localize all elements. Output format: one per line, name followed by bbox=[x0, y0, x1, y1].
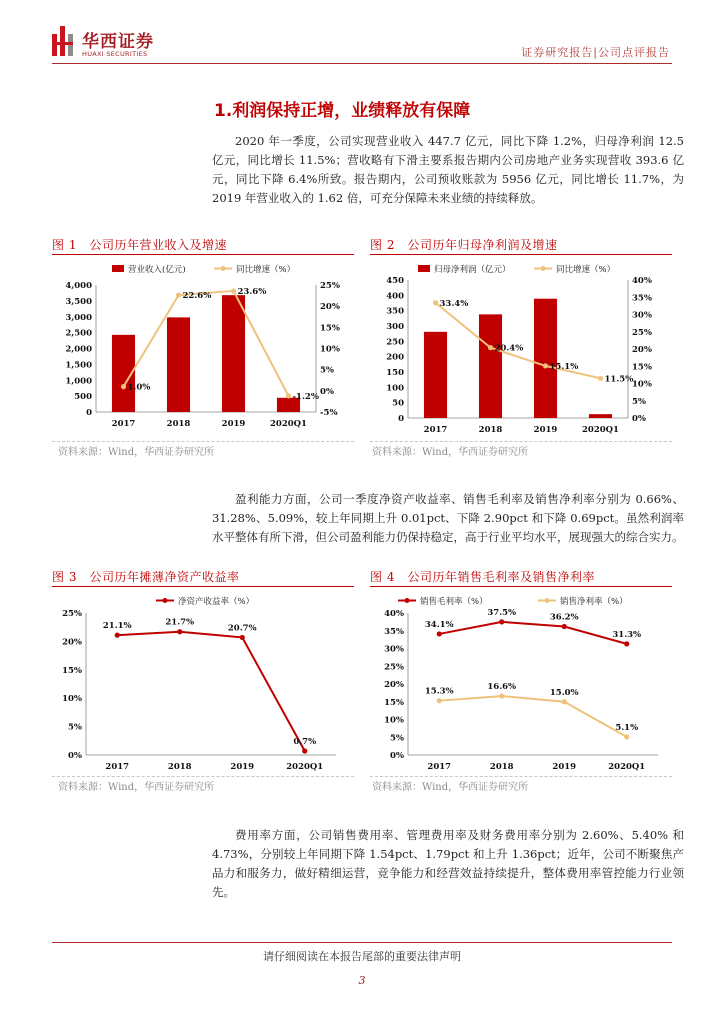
figure-3-title-rule bbox=[52, 586, 354, 587]
series-1-label-2019: 15.0% bbox=[549, 687, 579, 698]
figure-3-title: 图 3 公司历年摊薄净资产收益率 bbox=[52, 570, 240, 584]
series-0-label-2019: 20.7% bbox=[227, 623, 257, 634]
series-0-label-2019: 36.2% bbox=[549, 612, 579, 623]
series-0-label-2018: 37.5% bbox=[487, 607, 517, 618]
y-axis-tick: 40% bbox=[384, 609, 404, 619]
figure-2-chart bbox=[370, 256, 672, 440]
growth-point-2018 bbox=[176, 293, 181, 298]
right-axis-tick: 5% bbox=[632, 396, 646, 407]
x-axis-tick: 2018 bbox=[489, 762, 514, 772]
report-type: 证券研究报告|公司点评报告 bbox=[521, 46, 670, 59]
growth-label-2020Q1: 11.5% bbox=[604, 374, 634, 385]
series-1-label-2020Q1: 5.1% bbox=[615, 722, 639, 733]
left-axis-tick: 3,500 bbox=[65, 296, 92, 307]
legend-swatch-bar bbox=[418, 265, 430, 272]
legend-label-series-0: 销售毛利率（%） bbox=[420, 597, 488, 607]
legend-marker-line bbox=[221, 266, 226, 271]
y-axis-tick: 30% bbox=[384, 644, 404, 655]
x-axis-tick: 2019 bbox=[230, 762, 255, 772]
legend-swatch-bar bbox=[112, 265, 124, 272]
series-line-1 bbox=[439, 696, 627, 737]
right-axis-tick: 15% bbox=[632, 362, 652, 373]
y-axis-tick: 5% bbox=[68, 722, 82, 733]
left-axis-tick: 200 bbox=[386, 352, 404, 363]
right-axis-tick: 10% bbox=[632, 379, 652, 390]
bar-2019 bbox=[534, 299, 557, 418]
growth-point-2017 bbox=[121, 384, 126, 389]
legend-marker-series-0 bbox=[405, 598, 410, 603]
left-axis-tick: 400 bbox=[386, 291, 404, 302]
legend-marker-line bbox=[541, 266, 546, 271]
left-axis-tick: 250 bbox=[386, 337, 404, 348]
y-axis-tick: 10% bbox=[62, 694, 82, 705]
legal-notice: 请仔细阅读在本报告尾部的重要法律声明 bbox=[263, 950, 461, 963]
legend-label-series-1: 销售净利率（%） bbox=[560, 597, 628, 607]
page-number: 3 bbox=[358, 974, 366, 987]
series-1-point-2017 bbox=[437, 698, 442, 703]
left-axis-tick: 3,000 bbox=[65, 312, 92, 323]
y-axis-tick: 25% bbox=[62, 609, 82, 619]
growth-label-2017: 33.4% bbox=[439, 298, 469, 309]
bar-2019 bbox=[222, 295, 245, 412]
figure-3-chart bbox=[52, 588, 354, 774]
logo-english-name: HUAXI SECURITIES bbox=[82, 50, 148, 58]
left-axis-tick: 50 bbox=[392, 398, 404, 409]
x-axis-tick: 2020Q1 bbox=[286, 762, 324, 772]
section-title: 1.利润保持正增，业绩释放有保障 bbox=[214, 101, 471, 121]
series-0-label-2020Q1: 0.7% bbox=[293, 737, 317, 748]
series-0-point-2019 bbox=[240, 635, 245, 640]
right-axis-tick: -5% bbox=[320, 408, 338, 418]
figure-4-source: 资料来源：Wind，华西证券研究所 bbox=[372, 782, 529, 793]
series-line-0 bbox=[439, 622, 627, 644]
bar-2018 bbox=[479, 314, 502, 418]
right-axis-tick: 25% bbox=[320, 281, 340, 291]
bar-2018 bbox=[167, 317, 190, 412]
figure-4-source-rule bbox=[370, 776, 672, 777]
growth-label-2017: 1.0% bbox=[127, 382, 151, 393]
growth-label-2018: 20.4% bbox=[494, 343, 524, 354]
y-axis-tick: 5% bbox=[390, 733, 404, 744]
right-axis-tick: 30% bbox=[632, 310, 652, 321]
paragraph-profitability: 盈利能力方面，公司一季度净资产收益率、销售毛利率及销售净利率分别为 0.66%、31.28%、5.09%，较上年同期上升 0.01pct、下降 2.90pct 和下降 0.69pct。虽然利润率水平整体有所下滑，但公司盈利能力仍保持稳定，高于行业平均水平，展现强大的综合实力。 bbox=[212, 492, 684, 544]
right-axis-tick: 10% bbox=[320, 344, 340, 355]
paragraph-revenue: 2020 年一季度，公司实现营业收入 447.7 亿元，同比下降 1.2%，归母净利润 12.5 亿元，同比增长 11.5%；营收略有下滑主要系报告期内公司房地产业务实现营收 393.6 亿元，同比下降 6.4%所致。报告期内，公司预收账款为 5956 亿元，同比增长 11.7%，为 2019 年营业收入的 1.62 倍，可充分保障未来业绩的持续释放。 bbox=[212, 134, 684, 205]
right-axis-tick: 15% bbox=[320, 323, 340, 334]
left-axis-tick: 300 bbox=[386, 322, 404, 332]
growth-point-2018 bbox=[488, 345, 493, 350]
y-axis-tick: 10% bbox=[384, 715, 404, 726]
right-axis-tick: 20% bbox=[632, 345, 652, 355]
x-axis-tick: 2018 bbox=[478, 425, 503, 435]
right-axis-tick: 5% bbox=[320, 365, 334, 376]
x-axis-tick: 2020Q1 bbox=[608, 762, 646, 772]
legend-label-series-0: 净资产收益率（%） bbox=[178, 597, 255, 607]
figure-1-title: 图 1 公司历年营业收入及增速 bbox=[52, 238, 227, 252]
figure-1-source: 资料来源：Wind，华西证券研究所 bbox=[58, 447, 215, 458]
left-axis-tick: 4,000 bbox=[65, 281, 92, 291]
series-0-point-2017 bbox=[437, 631, 442, 636]
y-axis-tick: 15% bbox=[62, 665, 82, 676]
left-axis-tick: 450 bbox=[386, 276, 404, 286]
legend-label-bar: 归母净利润（亿元） bbox=[434, 265, 511, 275]
x-axis-tick: 2019 bbox=[221, 419, 246, 429]
series-0-label-2020Q1: 31.3% bbox=[612, 629, 642, 640]
bar-2020Q1 bbox=[589, 414, 612, 418]
legend-marker-series-0 bbox=[163, 598, 168, 603]
right-axis-tick: 40% bbox=[632, 276, 652, 286]
legend-marker-series-1 bbox=[545, 598, 550, 603]
y-axis-tick: 35% bbox=[384, 626, 404, 637]
growth-point-2019 bbox=[543, 363, 548, 368]
figure-3-source: 资料来源：Wind，华西证券研究所 bbox=[58, 782, 215, 793]
huaxi-logo-icon bbox=[52, 26, 74, 56]
figure-2-source: 资料来源：Wind，华西证券研究所 bbox=[372, 447, 529, 458]
left-axis-tick: 500 bbox=[74, 392, 92, 403]
left-axis-tick: 1,500 bbox=[65, 360, 92, 371]
series-line-0 bbox=[117, 632, 305, 751]
growth-point-2020Q1 bbox=[286, 393, 291, 398]
series-0-point-2018 bbox=[499, 619, 504, 624]
series-0-point-2020Q1 bbox=[624, 641, 629, 646]
x-axis-tick: 2018 bbox=[167, 762, 192, 772]
paragraph-expense-ratio: 费用率方面，公司销售费用率、管理费用率及财务费用率分别为 2.60%、5.40% 和 4.73%，分别较上年同期下降 1.54pct、1.79pct 和上升 1.36pct；近年，公司不断聚焦产品力和服务力，做好精细运营，竞争能力和经营效益持续提升，整体费用率管控能力行业领先。 bbox=[212, 828, 684, 899]
series-0-point-2020Q1 bbox=[302, 748, 307, 753]
left-axis-tick: 2,500 bbox=[65, 328, 92, 339]
growth-label-2019: 15.1% bbox=[549, 361, 579, 372]
figure-2-title: 图 2 公司历年归母净利润及增速 bbox=[370, 238, 558, 252]
growth-point-2020Q1 bbox=[598, 376, 603, 381]
x-axis-tick: 2017 bbox=[427, 762, 452, 772]
right-axis-tick: 25% bbox=[632, 327, 652, 338]
series-0-point-2017 bbox=[115, 633, 120, 638]
left-axis-tick: 100 bbox=[386, 383, 404, 394]
x-axis-tick: 2019 bbox=[552, 762, 577, 772]
left-axis-tick: 0 bbox=[86, 408, 92, 418]
header-divider bbox=[52, 63, 672, 64]
legend-label-line: 同比增速（%） bbox=[236, 265, 296, 275]
right-axis-tick: 35% bbox=[632, 293, 652, 304]
right-axis-tick: 0% bbox=[632, 414, 646, 424]
series-1-label-2017: 15.3% bbox=[424, 686, 454, 697]
figure-3-source-rule bbox=[52, 776, 354, 777]
x-axis-tick: 2018 bbox=[166, 419, 191, 429]
growth-label-2019: 23.6% bbox=[237, 286, 267, 297]
y-axis-tick: 0% bbox=[390, 751, 404, 761]
series-0-point-2018 bbox=[177, 629, 182, 634]
bar-2017 bbox=[424, 332, 447, 418]
growth-point-2019 bbox=[231, 288, 236, 293]
y-axis-tick: 25% bbox=[384, 662, 404, 673]
x-axis-tick: 2020Q1 bbox=[582, 425, 619, 435]
y-axis-tick: 15% bbox=[384, 697, 404, 708]
left-axis-tick: 0 bbox=[398, 414, 404, 424]
figure-1-chart bbox=[52, 256, 354, 440]
legend-label-bar: 营业收入(亿元) bbox=[128, 265, 186, 275]
growth-point-2017 bbox=[433, 300, 438, 305]
series-1-label-2018: 16.6% bbox=[487, 682, 517, 693]
y-axis-tick: 20% bbox=[384, 680, 404, 690]
logo-chinese-name: 华西证券 bbox=[82, 32, 154, 52]
left-axis-tick: 150 bbox=[386, 368, 404, 378]
figure-1-title-rule bbox=[52, 254, 354, 255]
growth-line bbox=[124, 291, 289, 396]
series-0-label-2017: 21.1% bbox=[102, 621, 132, 632]
x-axis-tick: 2017 bbox=[105, 762, 130, 772]
figure-4-title: 图 4 公司历年销售毛利率及销售净利率 bbox=[370, 570, 595, 584]
series-1-point-2020Q1 bbox=[624, 734, 629, 739]
figure-1-source-rule bbox=[52, 441, 354, 442]
x-axis-tick: 2017 bbox=[111, 419, 136, 429]
x-axis-tick: 2017 bbox=[423, 425, 448, 435]
legend-label-line: 同比增速（%） bbox=[556, 265, 616, 275]
left-axis-tick: 1,000 bbox=[65, 376, 92, 387]
left-axis-tick: 350 bbox=[386, 306, 404, 317]
x-axis-tick: 2020Q1 bbox=[270, 419, 307, 429]
figure-2-source-rule bbox=[370, 441, 672, 442]
x-axis-tick: 2019 bbox=[533, 425, 558, 435]
y-axis-tick: 20% bbox=[62, 637, 82, 648]
growth-label-2020Q1: -1.2% bbox=[292, 391, 319, 402]
series-0-point-2019 bbox=[562, 624, 567, 629]
growth-label-2018: 22.6% bbox=[182, 291, 212, 302]
footer-divider bbox=[52, 942, 672, 943]
series-0-label-2018: 21.7% bbox=[165, 617, 195, 628]
y-axis-tick: 0% bbox=[68, 751, 82, 761]
right-axis-tick: 0% bbox=[320, 386, 334, 397]
left-axis-tick: 2,000 bbox=[65, 344, 92, 355]
figure-4-chart bbox=[370, 588, 672, 774]
series-1-point-2019 bbox=[562, 699, 567, 704]
series-1-point-2018 bbox=[499, 693, 504, 698]
figure-4-title-rule bbox=[370, 586, 672, 587]
right-axis-tick: 20% bbox=[320, 302, 340, 313]
figure-2-title-rule bbox=[370, 254, 672, 255]
series-0-label-2017: 34.1% bbox=[424, 619, 454, 630]
